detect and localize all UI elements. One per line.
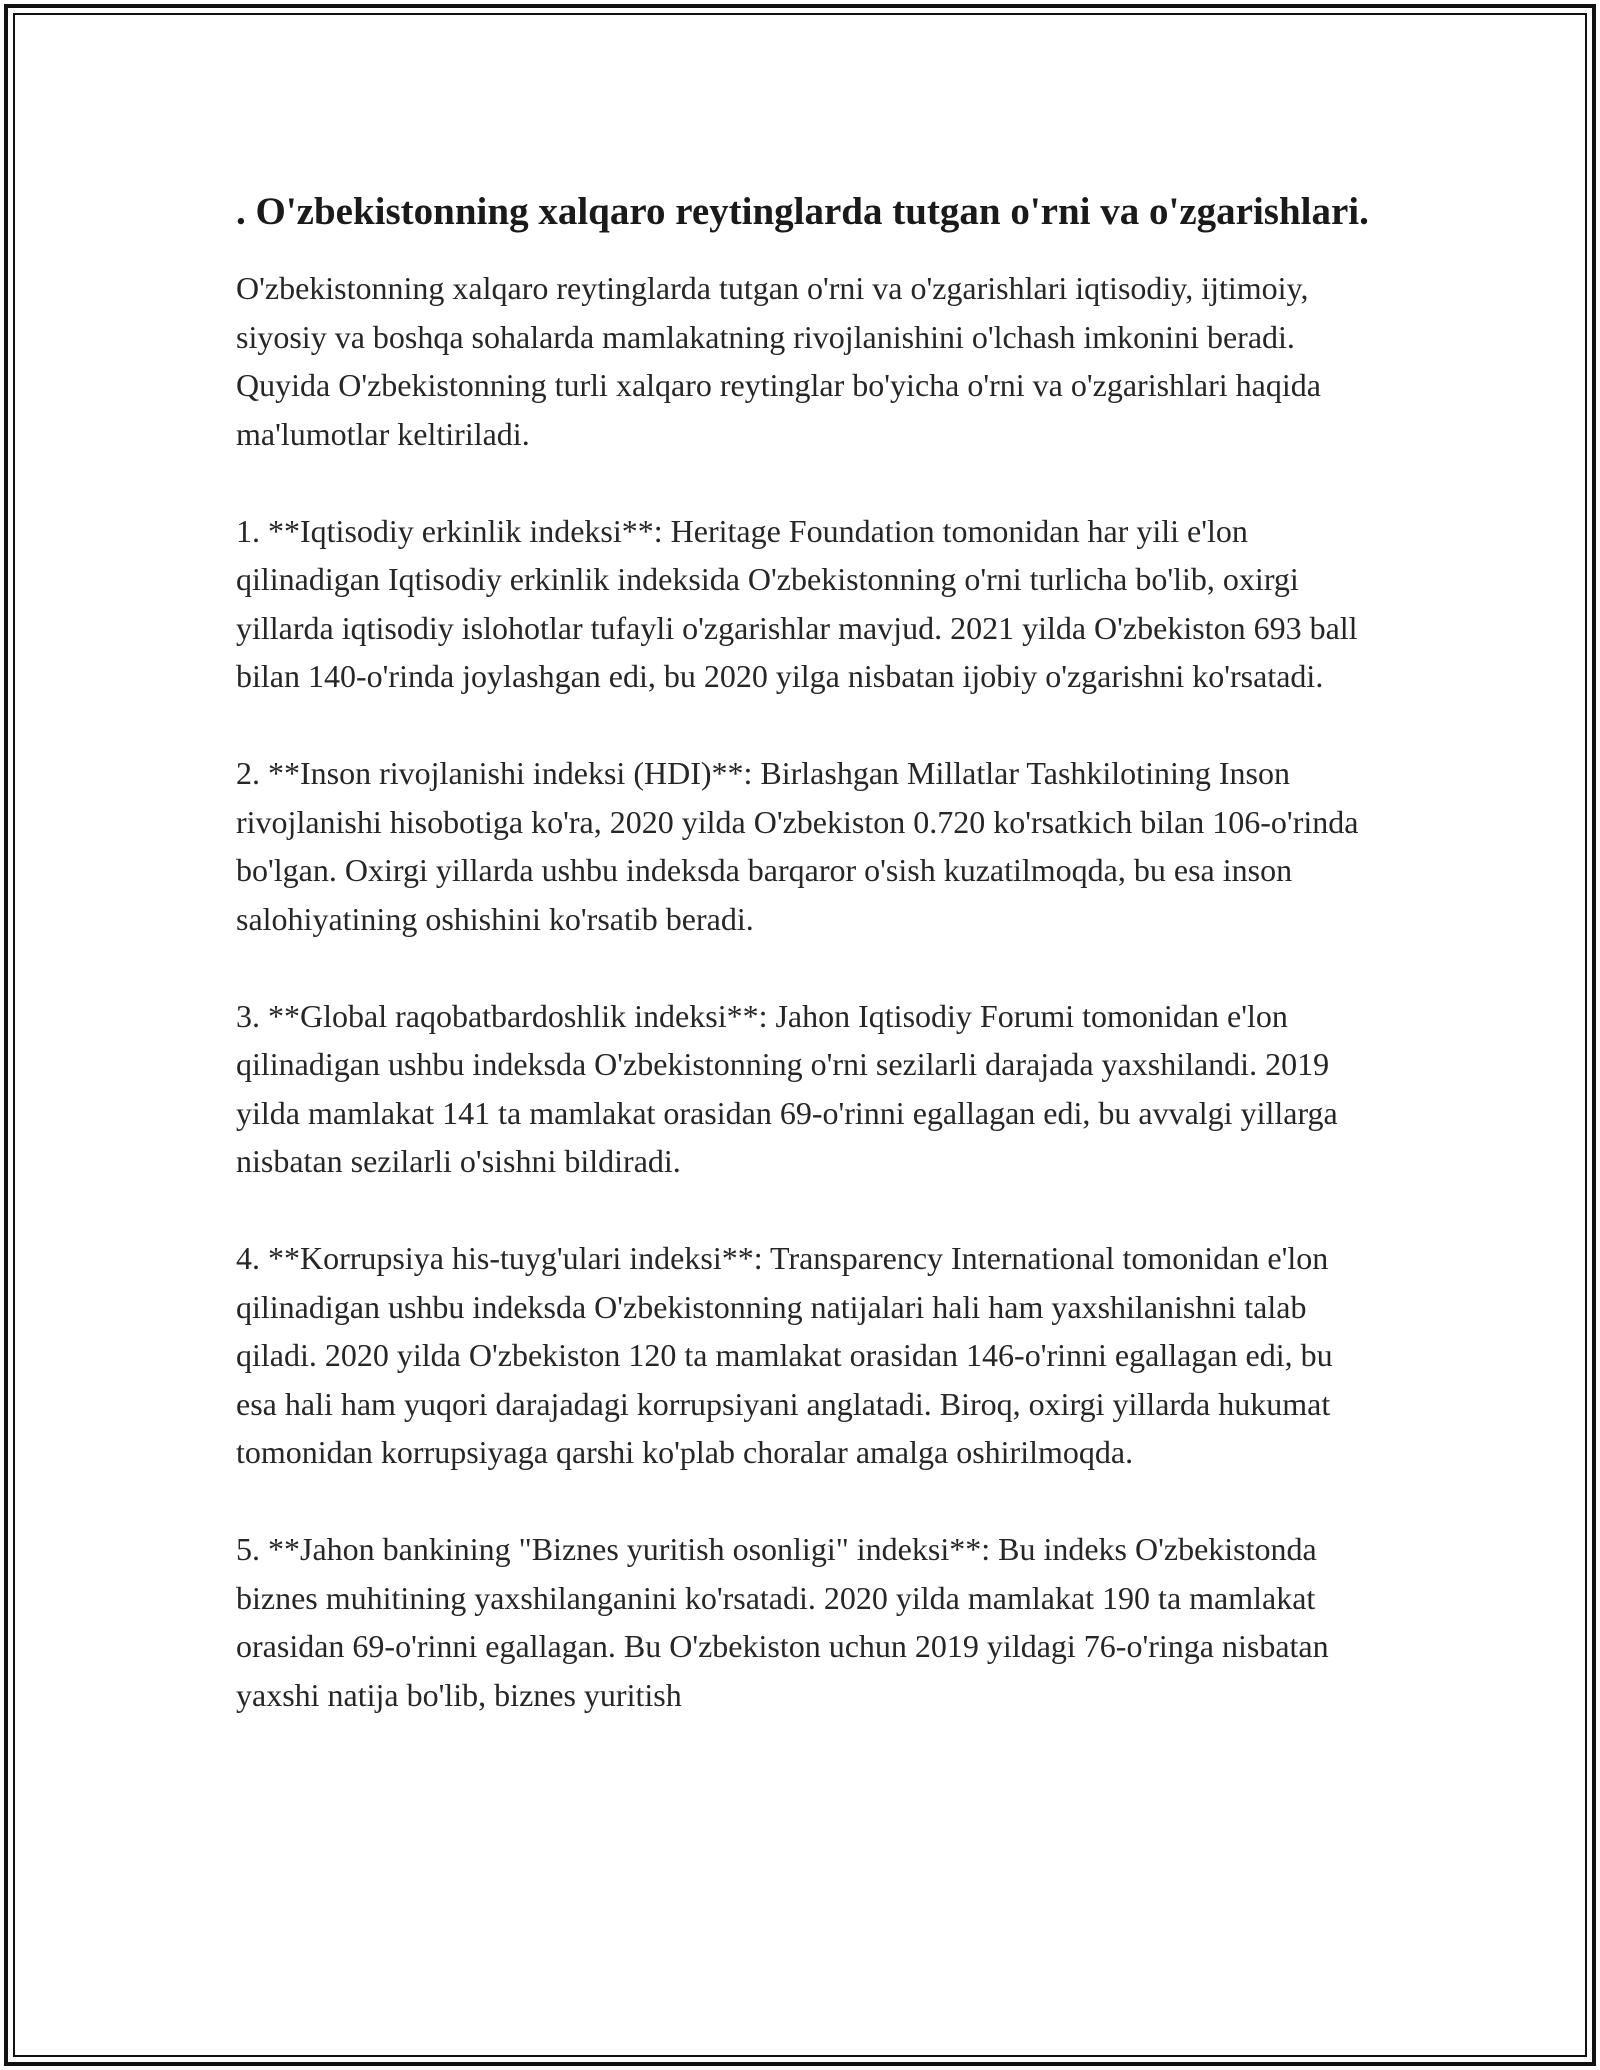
document-title: . O'zbekistonning xalqaro reytinglarda tutgan o'rni va o'zgarishlari. xyxy=(236,190,1369,233)
paragraph-global-competitiveness-index: 3. **Global raqobatbardoshlik indeksi**: Jahon Iqtisodiy Forumi tomonidan e'lon qilinadigan ushbu indeksda O'zbekistonning o'rni sezilarli darajada yaxshilandi. 2019 yilda mamlakat 141 ta mamlakat orasidan 69-o'rinni egallagan edi, bu avvalgi yillarga nisbatan sezilarli o'sishni bildiradi. xyxy=(236,997,1338,1179)
paragraph-economic-freedom-index: 1. **Iqtisodiy erkinlik indeksi**: Heritage Foundation tomonidan har yili e'lon qilinadigan Iqtisodiy erkinlik indeksida O'zbekistonning o'rni turlicha bo'lib, oxirgi yillarda iqtisodiy islohotlar tufayli o'zgarishlar mavjud. 2021 yilda O'zbekiston 693 ball bilan 140-o'rinda joylashgan edi, bu 2020 yilga nisbatan ijobiy o'zgarishni ko'rsatadi. xyxy=(236,512,1358,694)
paragraph-ease-of-doing-business-index: 5. **Jahon bankining "Biznes yuritish osonligi" indeksi**: Bu indeks O'zbekistonda biznes muhitining yaxshilanganini ko'rsatadi. 2020 yilda mamlakat 190 ta mamlakat orasidan 69-o'rinni egallagan. Bu O'zbekiston uchun 2019 yildagi 76-o'ringa nisbatan yaxshi natija bo'lib, biznes yuritish xyxy=(236,1531,1329,1713)
document-body xyxy=(236,188,1376,1719)
paragraph-human-development-index: 2. **Inson rivojlanishi indeksi (HDI)**: Birlashgan Millatlar Tashkilotining Inson rivojlanishi hisobotiga ko'ra, 2020 yilda O'zbekiston 0.720 ko'rsatkich bilan 106-o'rinda bo'lgan. Oxirgi yillarda ushbu indeksda barqaror o'sish kuzatilmoqda, bu esa inson salohiyatining oshishini ko'rsatib beradi. xyxy=(236,755,1359,937)
paragraph-corruption-perceptions-index: 4. **Korrupsiya his-tuyg'ulari indeksi**: Transparency International tomonidan e'lon qilinadigan ushbu indeksda O'zbekistonning natijalari hali ham yaxshilanishni talab qiladi. 2020 yilda O'zbekiston 120 ta mamlakat orasidan 146-o'rinni egallagan edi, bu esa hali ham yuqori darajadagi korrupsiyani anglatadi. Biroq, oxirgi yillarda hukumat tomonidan korrupsiyaga qarshi ko'plab choralar amalga oshirilmoqda. xyxy=(236,1240,1333,1470)
intro-paragraph: O'zbekistonning xalqaro reytinglarda tutgan o'rni va o'zgarishlari iqtisodiy, ijtimoiy, siyosiy va boshqa sohalarda mamlakatning rivojlanishini o'lchash imkonini beradi. Quyida O'zbekistonning turli xalqaro reytinglar bo'yicha o'rni va o'zgarishlari haqida ma'lumotlar keltiriladi. xyxy=(236,270,1321,452)
